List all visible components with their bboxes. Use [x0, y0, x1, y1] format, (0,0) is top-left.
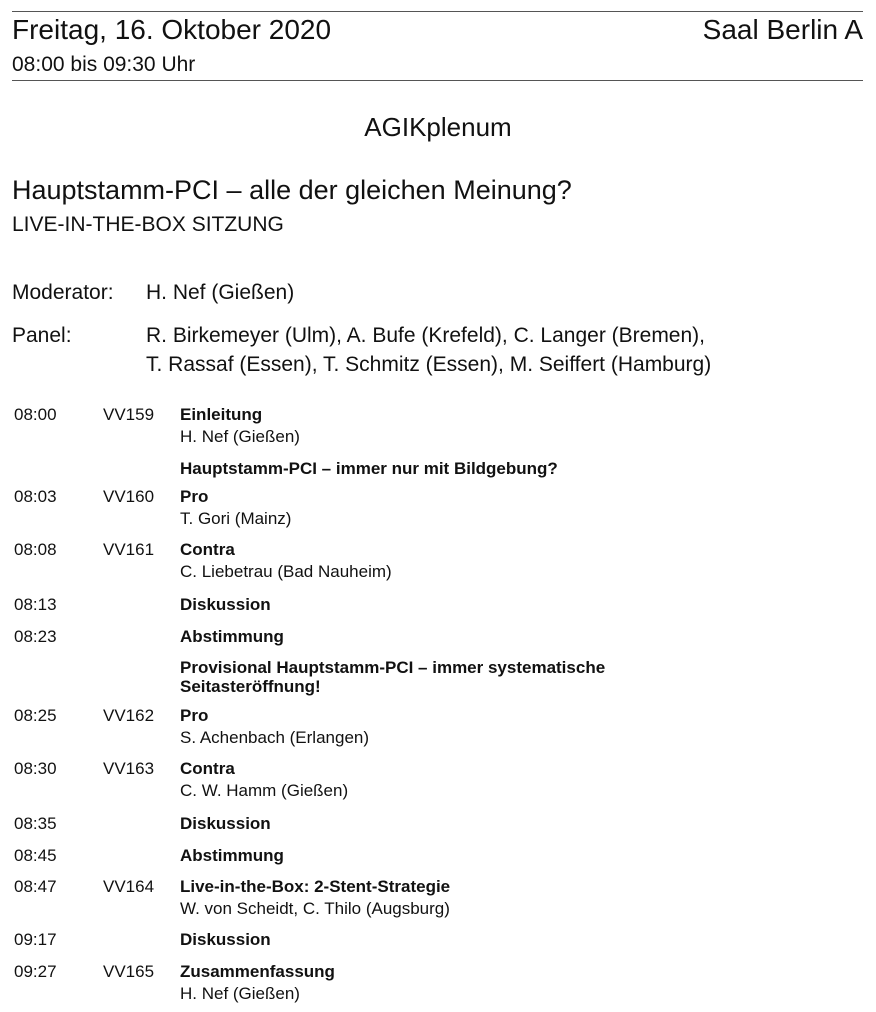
panel-label: Panel: — [12, 324, 72, 347]
entry-speaker: T. Gori (Mainz) — [180, 509, 292, 528]
entry-code: VV160 — [103, 487, 155, 506]
session-time: 08:00 bis 09:30 Uhr — [12, 53, 196, 76]
entry-title: Diskussion — [180, 814, 271, 833]
entry-title: Einleitung — [180, 405, 263, 424]
entry-title: Pro — [180, 706, 209, 725]
entry-time: 08:08 — [14, 540, 57, 559]
entry-code: VV161 — [103, 540, 155, 559]
section-title-continued: Seitasteröffnung! — [180, 677, 321, 696]
entry-title: Pro — [180, 487, 209, 506]
entry-code: VV159 — [103, 405, 155, 424]
entry-time: 09:17 — [14, 930, 57, 949]
section-title: Hauptstamm-PCI – immer nur mit Bildgebung? — [180, 459, 558, 478]
entry-time: 08:45 — [14, 846, 57, 865]
entry-time: 08:00 — [14, 405, 57, 424]
entry-code: VV165 — [103, 962, 155, 981]
plenum-title: AGIKplenum — [364, 112, 512, 142]
moderator-name: H. Nef (Gießen) — [146, 281, 295, 304]
entry-time: 08:23 — [14, 627, 57, 646]
session-title: Hauptstamm-PCI – alle der gleichen Meinung? — [12, 175, 572, 205]
entry-speaker: H. Nef (Gießen) — [180, 984, 300, 1003]
entry-time: 08:13 — [14, 595, 57, 614]
session-day: Freitag, 16. Oktober 2020 — [12, 14, 332, 45]
panel-members-line-2: T. Rassaf (Essen), T. Schmitz (Essen), M. Seiffert (Hamburg) — [146, 353, 712, 376]
entry-time: 08:25 — [14, 706, 57, 725]
session-subtitle: LIVE-IN-THE-BOX SITZUNG — [12, 213, 284, 236]
entry-time: 08:03 — [14, 487, 57, 506]
entry-code: VV162 — [103, 706, 155, 725]
entry-time: 08:35 — [14, 814, 57, 833]
section-title: Provisional Hauptstamm-PCI – immer systematische — [180, 658, 606, 677]
entry-title: Diskussion — [180, 595, 271, 614]
entry-title: Contra — [180, 759, 235, 778]
entry-title: Abstimmung — [180, 846, 284, 865]
entry-title: Abstimmung — [180, 627, 284, 646]
header-rule — [12, 80, 863, 81]
entry-time: 08:47 — [14, 877, 57, 896]
entry-title: Zusammenfassung — [180, 962, 335, 981]
entry-speaker: C. W. Hamm (Gießen) — [180, 781, 349, 800]
entry-speaker: C. Liebetrau (Bad Nauheim) — [180, 562, 392, 581]
moderator-label: Moderator: — [12, 281, 114, 304]
entry-time: 08:30 — [14, 759, 57, 778]
entry-code: VV163 — [103, 759, 155, 778]
panel-members-line-1: R. Birkemeyer (Ulm), A. Bufe (Krefeld), C. Langer (Bremen), — [146, 324, 705, 347]
entry-title: Live-in-the-Box: 2-Stent-Strategie — [180, 877, 451, 896]
entry-speaker: H. Nef (Gießen) — [180, 427, 300, 446]
entry-time: 09:27 — [14, 962, 57, 981]
top-rule — [12, 11, 863, 12]
entry-title: Diskussion — [180, 930, 271, 949]
session-room: Saal Berlin A — [702, 14, 863, 45]
entry-speaker: S. Achenbach (Erlangen) — [180, 728, 370, 747]
entry-code: VV164 — [103, 877, 155, 896]
entry-speaker: W. von Scheidt, C. Thilo (Augsburg) — [180, 899, 450, 918]
entry-title: Contra — [180, 540, 235, 559]
